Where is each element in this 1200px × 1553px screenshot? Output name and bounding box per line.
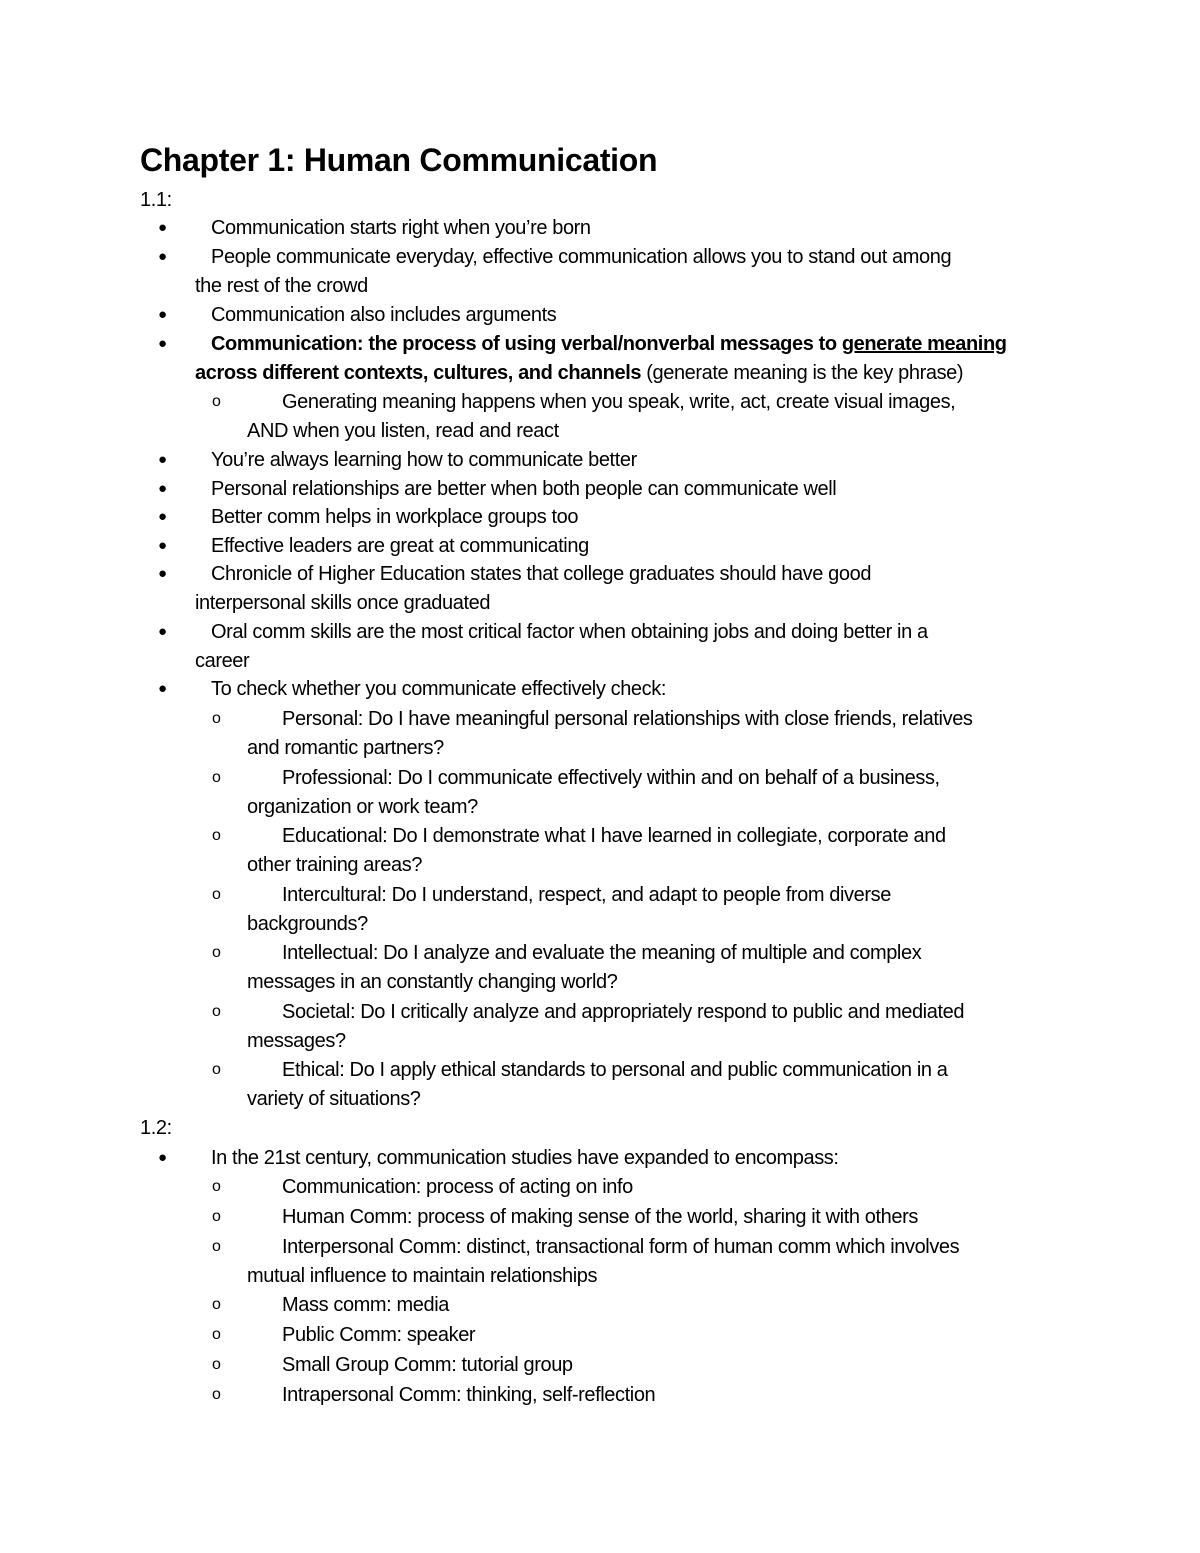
- sub-bullet-icon: o: [212, 886, 221, 903]
- sub-list-item-continuation: messages?: [247, 1030, 346, 1052]
- sub-list-item: Societal: Do I critically analyze and appropriately respond to public and mediated: [282, 1001, 965, 1023]
- sub-bullet-icon: o: [212, 944, 221, 961]
- bullet-icon: ●: [158, 537, 168, 554]
- sub-bullet-icon: o: [212, 710, 221, 727]
- bullet-icon: ●: [158, 306, 168, 323]
- bullet-icon: ●: [158, 680, 168, 697]
- sub-bullet-icon: o: [212, 1238, 221, 1255]
- definition-item: [211, 330, 1007, 359]
- sub-list-item: Personal: Do I have meaningful personal relationships with close friends, relatives: [282, 708, 973, 730]
- sub-list-item-continuation: mutual influence to maintain relationships: [247, 1265, 598, 1287]
- list-item: Communication also includes arguments: [211, 304, 557, 326]
- bullet-icon: ●: [158, 565, 168, 582]
- sub-list-item: Professional: Do I communicate effectively within and on behalf of a business,: [282, 767, 940, 789]
- sub-list-item: Educational: Do I demonstrate what I have learned in collegiate, corporate and: [282, 825, 946, 847]
- list-item: In the 21st century, communication studies have expanded to encompass:: [211, 1147, 839, 1169]
- sub-bullet-icon: o: [212, 769, 221, 786]
- list-item: Communication starts right when you’re born: [211, 217, 591, 239]
- page-title: Chapter 1: Human Communication: [140, 142, 658, 178]
- list-item-continuation: the rest of the crowd: [195, 275, 368, 297]
- section-heading-1-2: 1.2:: [140, 1117, 172, 1139]
- bullet-icon: ●: [158, 248, 168, 265]
- bullet-icon: ●: [158, 219, 168, 236]
- sub-list-item: Human Comm: process of making sense of the world, sharing it with others: [282, 1206, 918, 1228]
- sub-bullet-icon: o: [212, 1296, 221, 1313]
- list-item: You’re always learning how to communicate better: [211, 449, 637, 471]
- sub-list-item-continuation: other training areas?: [247, 854, 423, 876]
- definition-bold: across different contexts, cultures, and channels: [195, 362, 642, 384]
- sub-list-item: Intrapersonal Comm: thinking, self-reflection: [282, 1384, 656, 1406]
- list-item: Better comm helps in workplace groups too: [211, 506, 579, 528]
- bullet-icon: ●: [158, 451, 168, 468]
- sub-bullet-icon: o: [212, 1208, 221, 1225]
- sub-list-item: Intercultural: Do I understand, respect, and adapt to people from diverse: [282, 884, 891, 906]
- section-heading-1-1: 1.1:: [140, 189, 172, 211]
- list-item: People communicate everyday, effective communication allows you to stand out among: [211, 246, 952, 268]
- sub-bullet-icon: o: [212, 1356, 221, 1373]
- bullet-icon: ●: [158, 508, 168, 525]
- list-item-continuation: career: [195, 650, 250, 672]
- list-item-continuation: interpersonal skills once graduated: [195, 592, 491, 614]
- sub-list-item: Small Group Comm: tutorial group: [282, 1354, 573, 1376]
- definition-continuation: [195, 359, 963, 388]
- sub-bullet-icon: o: [212, 1386, 221, 1403]
- sub-bullet-icon: o: [212, 1178, 221, 1195]
- sub-list-item: Ethical: Do I apply ethical standards to personal and public communication in a: [282, 1059, 948, 1081]
- sub-list-item: Communication: process of acting on info: [282, 1176, 633, 1198]
- bullet-icon: ●: [158, 623, 168, 640]
- sub-list-item-continuation: messages in an constantly changing world?: [247, 971, 618, 993]
- sub-list-item-continuation: backgrounds?: [247, 913, 368, 935]
- sub-list-item-continuation: and romantic partners?: [247, 737, 444, 759]
- sub-list-item: Interpersonal Comm: distinct, transactional form of human comm which involves: [282, 1236, 960, 1258]
- list-item: Personal relationships are better when both people can communicate well: [211, 478, 837, 500]
- sub-bullet-icon: o: [212, 1326, 221, 1343]
- sub-list-item: Intellectual: Do I analyze and evaluate the meaning of multiple and complex: [282, 942, 922, 964]
- key-phrase: generate meaning: [841, 333, 1007, 355]
- bullet-icon: ●: [158, 335, 168, 352]
- sub-list-item: Mass comm: media: [282, 1294, 449, 1316]
- list-item: Oral comm skills are the most critical factor when obtaining jobs and doing better in a: [211, 621, 928, 643]
- definition-term: Communication: the process of using verbal/nonverbal messages to: [211, 333, 842, 355]
- list-item: Chronicle of Higher Education states that college graduates should have good: [211, 563, 872, 585]
- sub-bullet-icon: o: [212, 1061, 221, 1078]
- sub-list-item-continuation: organization or work team?: [247, 796, 478, 818]
- list-item: Effective leaders are great at communicating: [211, 535, 589, 557]
- sub-list-item: Public Comm: speaker: [282, 1324, 476, 1346]
- sub-bullet-icon: o: [212, 1003, 221, 1020]
- sub-bullet-icon: o: [212, 827, 221, 844]
- sub-list-item: Generating meaning happens when you speak, write, act, create visual images,: [282, 391, 956, 413]
- sub-list-item-continuation: AND when you listen, read and react: [247, 420, 559, 442]
- definition-note: (generate meaning is the key phrase): [641, 362, 964, 384]
- bullet-icon: ●: [158, 1149, 168, 1166]
- list-item: To check whether you communicate effectively check:: [211, 678, 667, 700]
- sub-bullet-icon: o: [212, 393, 221, 410]
- sub-list-item-continuation: variety of situations?: [247, 1088, 421, 1110]
- bullet-icon: ●: [158, 480, 168, 497]
